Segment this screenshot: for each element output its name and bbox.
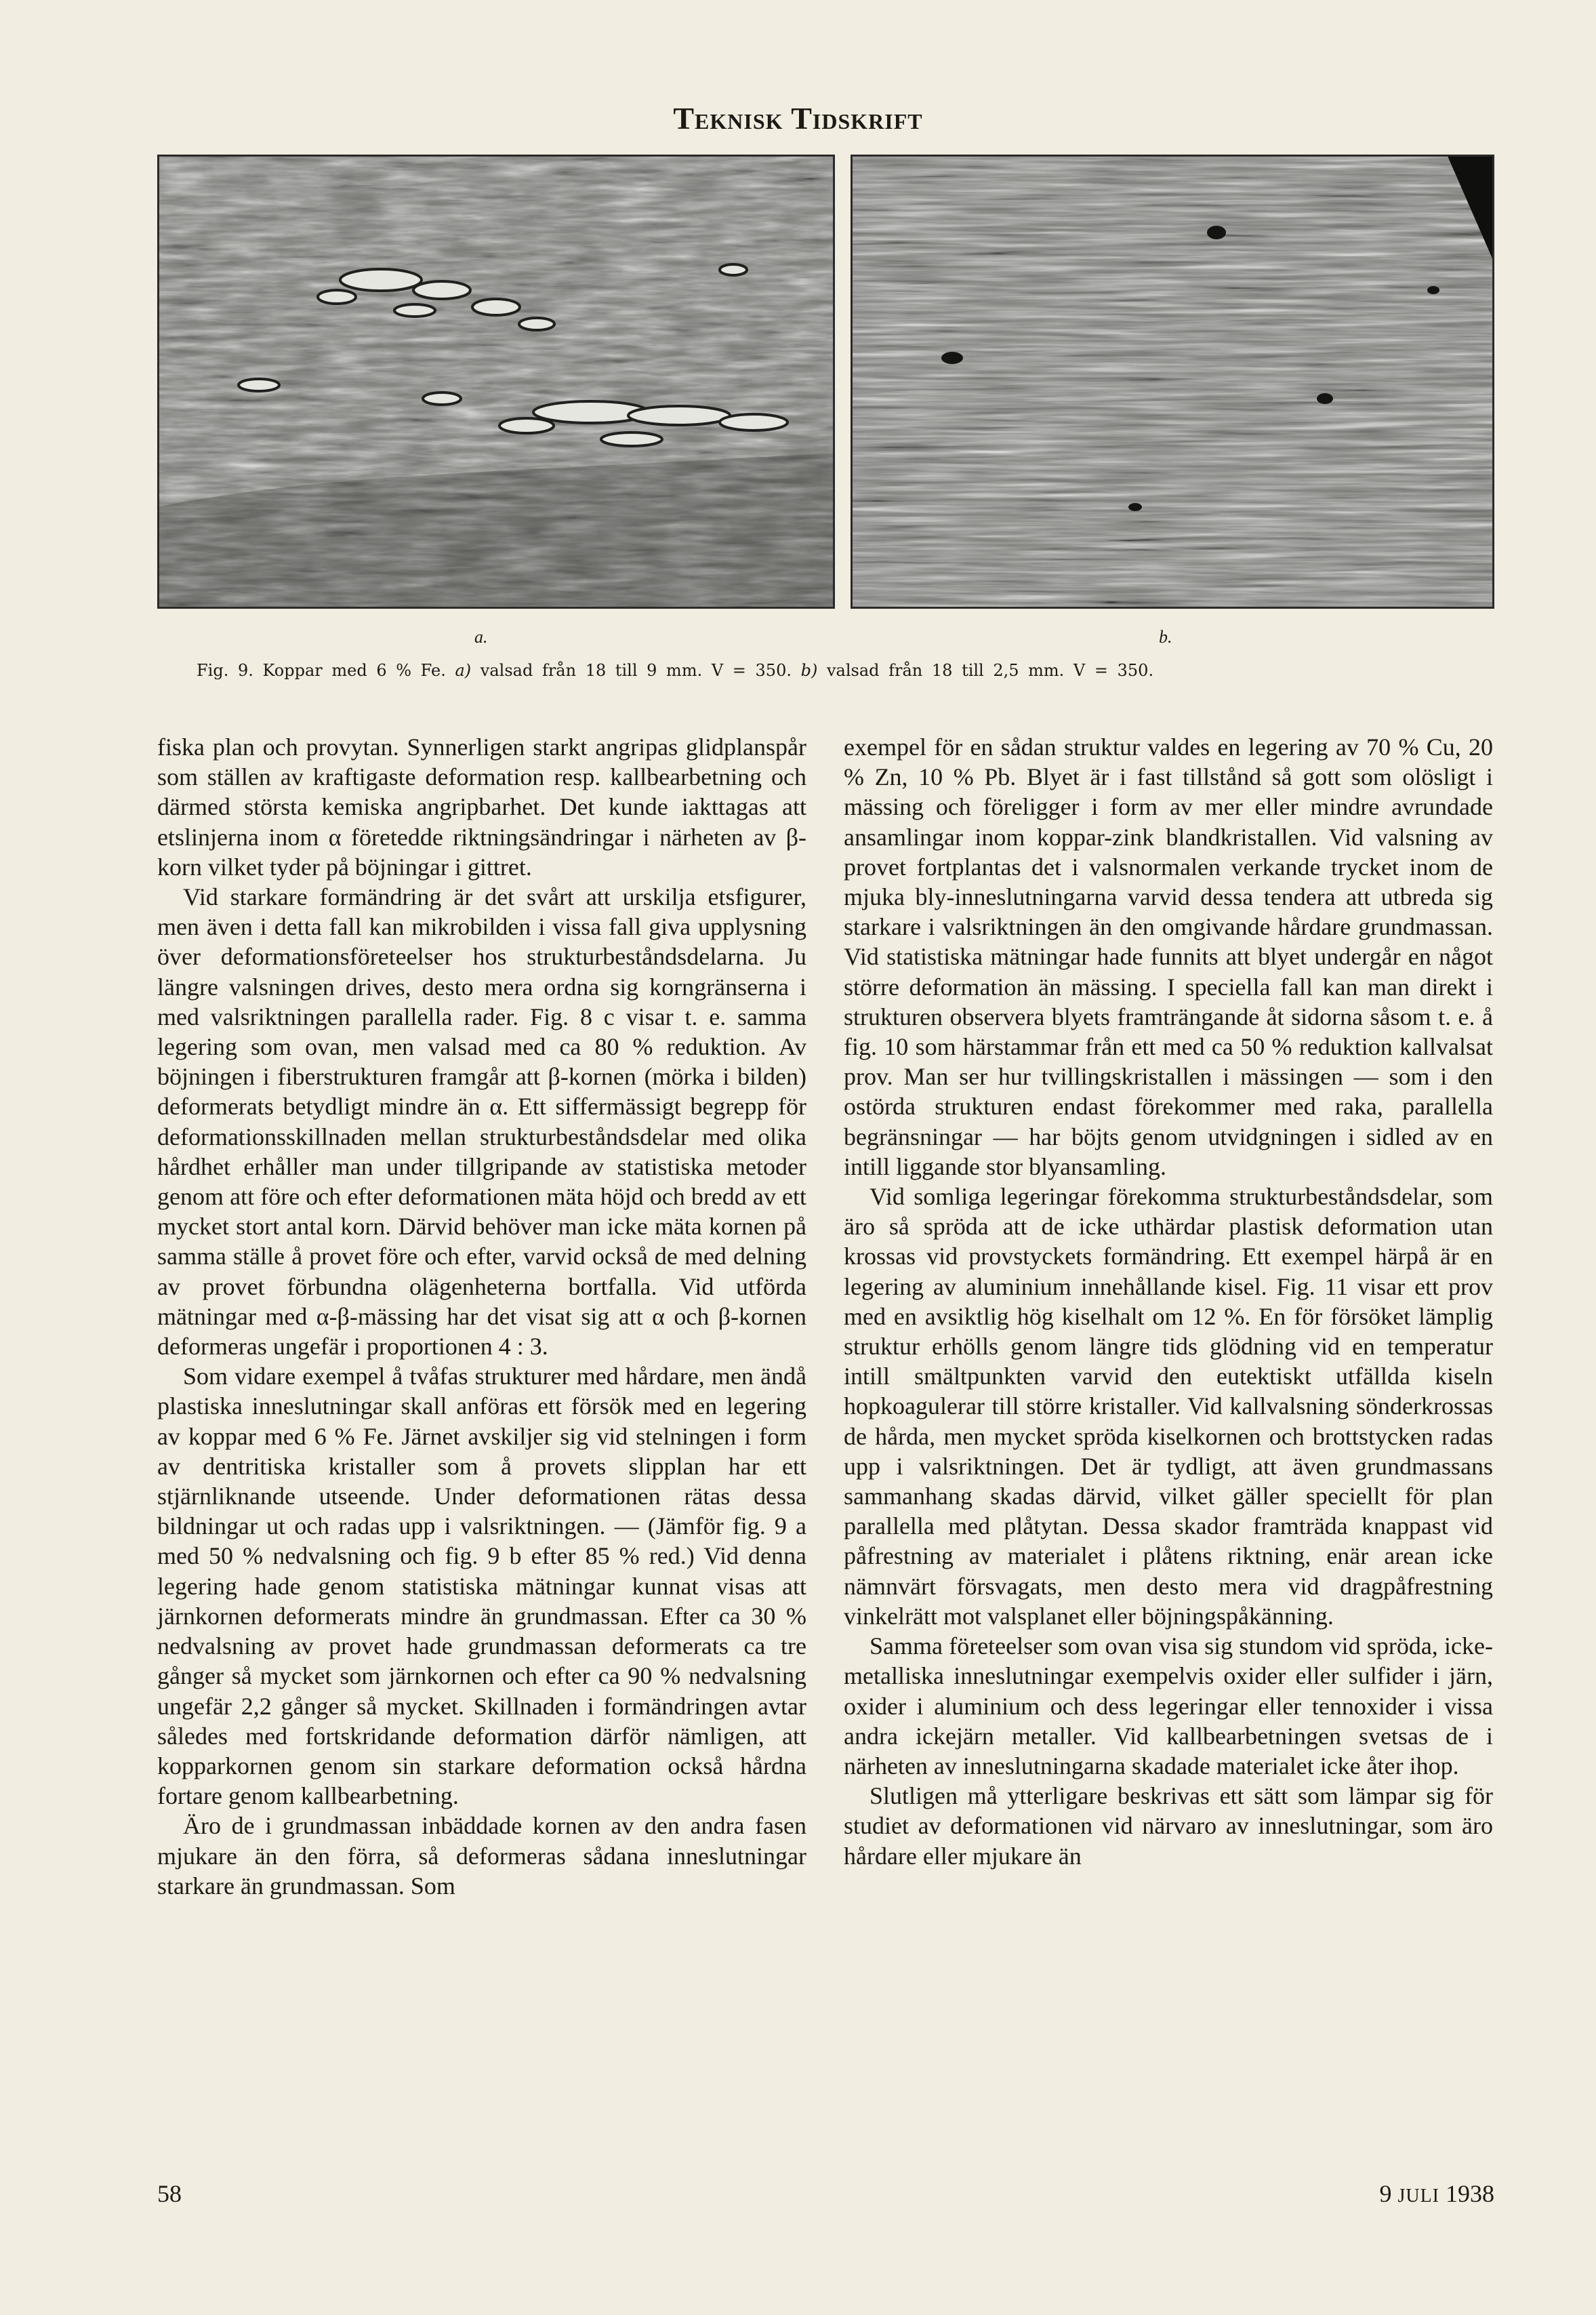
caption-b-text: valsad från 18 till 2,5 mm. V = 350.: [826, 661, 1154, 680]
paragraph: Vid starkare formändring är det svårt att urskilja etsfigurer, men även i detta fall kan mikrobilden i vissa fall giva upplysning över deformationsföreteelser hos strukturbeståndsdelarna. Ju längre valsningen drives, desto mera ordna sig korngränserna i med valsriktningen parallella rader. Fig. 8 c visar t. e. samma legering som ovan, men valsad med ca 80 % reduktion. Av böjningen i fiberstrukturen framgår att β-kornen (mörka i bilden) deformerats betydligt mindre än α. Ett siffermässigt begrepp för deformationsskillnaden mellan strukturbeståndsdelar med olika hårdhet erhåller man under tillgripande av statistiska metoder genom att före och efter deformationen mäta höjd och bredd av ett mycket stort antal korn. Därvid behöver man icke mäta kornen på samma ställe å provet före och efter, varvid också de med delning av provet förbundna olägenheterna bortfalla. Vid utförda mätningar med α-β-mässing har det visat sig att α och β-kornen deformeras ungefär i proportionen 4 : 3.: [157, 883, 806, 1361]
caption-a-letter: a): [455, 661, 472, 680]
paragraph: Slutligen må ytterligare beskrivas ett sätt som lämpar sig för studiet av deformationen vid närvaro av inneslutningar, som äro hårdare eller mjukare än: [844, 1782, 1493, 1870]
figure-label-b: b.: [1159, 627, 1172, 647]
paragraph: fiska plan och provytan. Synnerligen starkt angripas glidplanspår som ställen av kraftigaste deformation resp. kallbearbetning och därmed största kemiska angripbarhet. Det kunde iakttagas att etslinjerna inom α företedde riktningsändringar i närheten av β-korn vilket tyder på böjningar i gittret.: [157, 733, 806, 881]
paragraph: Vid somliga legeringar förekomma strukturbeståndsdelar, som äro så spröda att de icke uthärdar plastisk deformation utan krossas vid provstyckets formändring. Ett exempel härpå är en legering av aluminium innehållande kisel. Fig. 11 visar ett prov med en avsiktlig hög kiselhalt om 12 %. En för försöket lämplig struktur erhölls genom längre tids glödning vid en temperatur intill smältpunkten varvid den eutektiskt utfällda kiseln hopkoagulerar till större kristaller. Vid kallvalsning sönderkrossas de hårda, men mycket spröda kiselkornen och brottstycken radas upp i valsriktningen. Det är tydligt, att även grundmassans sammanhang skadas därvid, vilket gäller speciellt för plan parallella med plåtytan. Dessa skador framträda knappast vid påfrestning av materialet i plåtens riktning, enär arean icke nämnvärt försvagats, men desto mera vid dragpåfrestning vinkelrätt mot valsplanet eller böjningspåkänning.: [844, 1183, 1493, 1630]
paragraph: Äro de i grundmassan inbäddade kornen av den andra fasen mjukare än den förra, så deformeras sådana inneslutningar starkare än grundmassan. Som: [157, 1812, 806, 1899]
paragraph: Samma företeelser som ovan visa sig stundom vid spröda, icke-metalliska inneslutningar exempelvis oxider eller sulfider i järn, oxider i aluminium och dess legeringar eller tennoxider i vissa andra ickejärn metaller. Vid kallbearbetningen svetsas de i närheten av inneslutningarna skadade materialet icke åter ihop.: [844, 1632, 1493, 1779]
footer-date: [1379, 2179, 1494, 2208]
micrograph-a: [157, 155, 835, 609]
date-year: 1938: [1446, 2180, 1494, 2207]
date-month: JULI: [1397, 2186, 1439, 2207]
caption-main: Koppar med 6 % Fe.: [262, 661, 446, 680]
figure-label-a: a.: [474, 627, 488, 647]
journal-title: Teknisk Tidskrift: [673, 101, 923, 136]
caption-fig: Fig. 9.: [197, 661, 253, 680]
page-number: 58: [157, 2180, 182, 2207]
paragraph: exempel för en sådan struktur valdes en legering av 70 % Cu, 20 % Zn, 10 % Pb. Blyet är i fast tillstånd så gott som olösligt i mässing och föreligger i form av mer eller mindre avrundade ansamlingar inom koppar-zink blandkristallen. Vid valsning av provet fortplantas det i valsnormalen verkande trycket inom de mjuka bly-inneslutningarna varvid dessa tendera att utbreda sig starkare i valsriktningen än den omgivande hårdare grundmassan. Vid statistiska mätningar hade funnits att blyet undergår en något större deformation än mässing. I speciella fall kan man direkt i strukturen observera blyets framträngande åt sidorna såsom t. e. å fig. 10 som härstammar från ett med ca 50 % reduktion kallvalsat prov. Man ser hur tvillingskristallen i mässingen — som i den ostörda strukturen endast förekommer med raka, parallella begränsningar — har böjts genom utvidgningen i sidled av en intill liggande stor blyansamling.: [844, 733, 1493, 1180]
right-column: [844, 732, 1493, 1871]
caption-b-letter: b): [800, 661, 818, 680]
caption-a-text: valsad från 18 till 9 mm. V = 350.: [480, 661, 792, 680]
figure-caption: [197, 661, 1477, 680]
date-day: 9: [1379, 2180, 1392, 2207]
left-column: [157, 732, 806, 1901]
paragraph: Som vidare exempel å tvåfas strukturer med hårdare, men ändå plastiska inneslutningar skall anföras ett försök med en legering av koppar med 6 % Fe. Järnet avskiljer sig vid stelningen i form av dentritiska kristaller som å provets slipplan har ett stjärnliknande utseende. Under deformationen rätas dessa bildningar ut och radas upp i valsriktningen. — (Jämför fig. 9 a med 50 % nedvalsning och fig. 9 b efter 85 % red.) Vid denna legering hade genom statistiska mätningar kunnat visas att järnkornen deformerats mindre än grundmassan. Efter ca 30 % nedvalsning av provet hade grundmassan deformerats ca tre gånger så mycket som järnkornen och efter ca 90 % nedvalsning ungefär 2,2 gånger så mycket. Skillnaden i formändringen avtar således med fortskridande deformation därför nämligen, att kopparkornen genom sin starkare deformation också hårdna fortare genom kallbearbetning.: [157, 1363, 806, 1810]
micrograph-b: [851, 155, 1494, 609]
